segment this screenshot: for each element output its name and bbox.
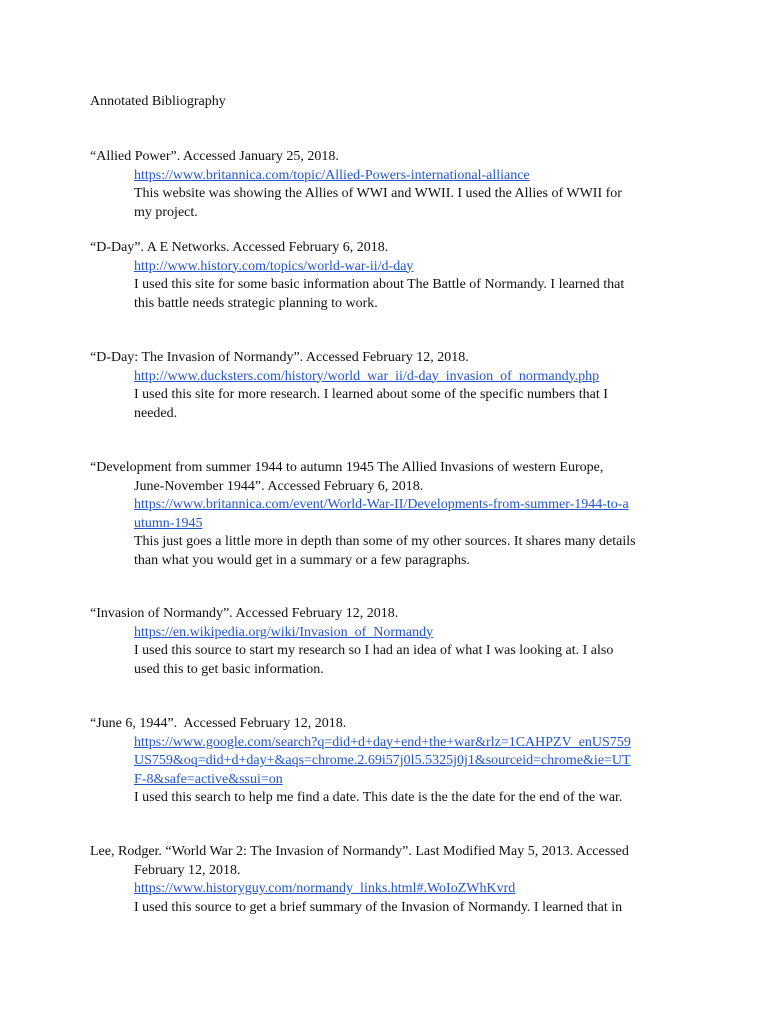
annotation-line: I used this source to start my research so I had an idea of what I was looking at. I also bbox=[134, 643, 614, 658]
bibliography-entry bbox=[90, 843, 680, 917]
source-url-link[interactable]: utumn-1945 bbox=[134, 515, 203, 531]
document-title: Annotated Bibliography bbox=[90, 94, 226, 109]
citation-line: “Development from summer 1944 to autumn 1945 The Allied Invasions of western Europe, bbox=[90, 460, 604, 475]
bibliography-entry bbox=[90, 239, 680, 313]
citation-line: “June 6, 1944”. Accessed February 12, 2018. bbox=[90, 716, 347, 731]
citation-line: “D-Day: The Invasion of Normandy”. Accessed February 12, 2018. bbox=[90, 350, 469, 365]
annotation-line: This website was showing the Allies of WWI and WWII. I used the Allies of WWII for bbox=[134, 186, 622, 201]
source-url-link[interactable]: F-8&safe=active&ssui=on bbox=[134, 771, 283, 787]
annotation-line: This just goes a little more in depth than some of my other sources. It shares many details bbox=[134, 534, 636, 549]
source-url-link[interactable]: https://en.wikipedia.org/wiki/Invasion_of_Normandy bbox=[134, 624, 434, 640]
annotation-line: my project. bbox=[134, 204, 198, 220]
annotation-line: this battle needs strategic planning to work. bbox=[134, 295, 378, 311]
annotation-line: needed. bbox=[134, 405, 178, 421]
citation-line: “Allied Power”. Accessed January 25, 2018. bbox=[90, 149, 339, 164]
bibliography-entry bbox=[90, 459, 680, 570]
bibliography-entry bbox=[90, 605, 680, 679]
bibliography-entry bbox=[90, 715, 680, 808]
citation-line: “D-Day”. A E Networks. Accessed February 6, 2018. bbox=[90, 240, 389, 255]
annotation-line: I used this site for some basic information about The Battle of Normandy. I learned that bbox=[134, 277, 625, 292]
annotation-line: I used this search to help me find a date. This date is the the date for the end of the war. bbox=[134, 790, 623, 805]
citation-line: “Invasion of Normandy”. Accessed February 12, 2018. bbox=[90, 606, 399, 621]
source-url-link[interactable]: US759&oq=did+d+day+&aqs=chrome.2.69i57j0l5.5325j0j1&sourceid=chrome&ie=UT bbox=[134, 753, 631, 768]
source-url-link[interactable]: https://www.britannica.com/topic/Allied-Powers-international-alliance bbox=[134, 167, 530, 183]
source-url-link[interactable]: https://www.historyguy.com/normandy_links.html#.WoIoZWhKvrd bbox=[134, 881, 516, 896]
bibliography-entry bbox=[90, 148, 680, 222]
annotation-line: than what you would get in a summary or a few paragraphs. bbox=[134, 552, 470, 568]
annotation-line: I used this source to get a brief summary of the Invasion of Normandy. I learned that in bbox=[134, 899, 623, 915]
bibliography-entry bbox=[90, 349, 680, 423]
source-url-link[interactable]: http://www.history.com/topics/world-war-ii/d-day bbox=[134, 258, 414, 274]
annotation-line: used this to get basic information. bbox=[134, 661, 324, 677]
source-url-link[interactable]: https://www.google.com/search?q=did+d+day+end+the+war&rlz=1CAHPZV_enUS759 bbox=[134, 734, 631, 750]
source-url-link[interactable]: https://www.britannica.com/event/World-War-II/Developments-from-summer-1944-to-a bbox=[134, 497, 629, 512]
citation-line: Lee, Rodger. “World War 2: The Invasion of Normandy”. Last Modified May 5, 2013. Accessed bbox=[90, 844, 629, 859]
annotation-line: I used this site for more research. I learned about some of the specific numbers that I bbox=[134, 387, 608, 402]
citation-line: February 12, 2018. bbox=[134, 862, 241, 878]
source-url-link[interactable]: http://www.ducksters.com/history/world_war_ii/d-day_invasion_of_normandy.php bbox=[134, 368, 600, 384]
citation-line: June-November 1944”. Accessed February 6, 2018. bbox=[134, 478, 424, 494]
